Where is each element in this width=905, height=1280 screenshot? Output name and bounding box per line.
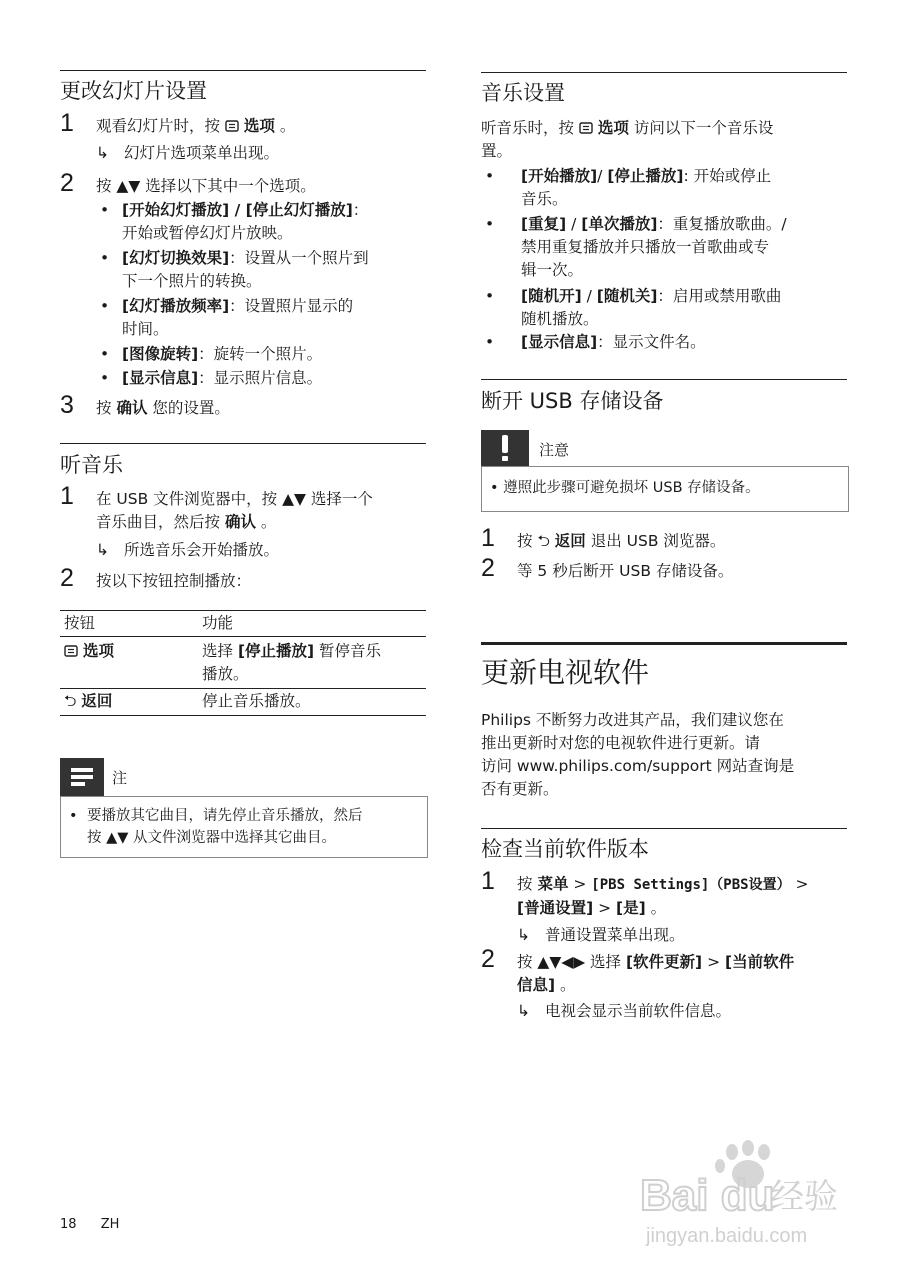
table-header-cell: 功能 xyxy=(202,614,234,632)
current-info-label-2: 信息] xyxy=(517,976,556,994)
paw-icon xyxy=(640,1140,860,1250)
step-1-result xyxy=(96,538,279,560)
bullet-bold: [显示信息] xyxy=(521,333,598,351)
slideshow-section xyxy=(60,70,426,419)
intro-text xyxy=(481,117,847,163)
step-text: 按 ▲▼◀▶ 选择 xyxy=(517,953,626,971)
bullet-text: ：设置从一个照片到 xyxy=(229,249,369,267)
step-sep-2: > xyxy=(790,875,809,893)
step-text: 等 5 秒后断开 USB 存储设备。 xyxy=(517,562,734,580)
bullet-text: ：显示照片信息。 xyxy=(198,369,323,387)
step-sep: > xyxy=(568,875,592,893)
bullet-bold: [开始幻灯播放] / [停止幻灯播放] xyxy=(122,201,353,219)
note-body: • 要播放其它曲目，请先停止音乐播放，然后 按 ▲▼ 从文件浏览器中选择其它曲目。 xyxy=(60,796,428,858)
table-cell-func-bold: [停止播放] xyxy=(237,642,315,660)
update-software-section xyxy=(481,642,847,798)
chapter-title: 更新电视软件 xyxy=(481,656,650,689)
back-icon: ⮌ xyxy=(537,532,550,550)
note-text-2: 按 ▲▼ 从文件浏览器中选择其它曲目。 xyxy=(87,830,337,846)
bullet-item: • [重复] / [单次播放]：重复播放歌曲。/ 禁用重复播放并只播放一首歌曲或专 辑一次。 xyxy=(485,215,787,279)
section-title: 音乐设置 xyxy=(481,81,565,105)
step-number: 2 xyxy=(481,945,495,973)
step-text: 按 xyxy=(96,399,117,417)
result-text: 电视会显示当前软件信息。 xyxy=(545,1002,732,1020)
step-number: 2 xyxy=(481,554,495,582)
bullet-bold: [重复] xyxy=(521,215,567,233)
bullet-item: • [幻灯切换效果]：设置从一个照片到 下一个照片的转换。 xyxy=(100,249,369,290)
step-number: 2 xyxy=(60,564,74,592)
result-text: 所选音乐会开始播放。 xyxy=(124,541,280,559)
bullet-bold-2: [停止播放] xyxy=(607,167,684,185)
update-paragraph xyxy=(481,709,847,801)
options-icon xyxy=(225,120,239,132)
table-row xyxy=(60,688,426,716)
section-title: 听音乐 xyxy=(60,453,123,477)
para-line: Philips 不断努力改进其产品，我们建议您在 xyxy=(481,711,784,729)
bullet-text-2: 禁用重复播放并只播放一首歌曲或专 xyxy=(521,238,770,256)
step-text-end: 。 xyxy=(555,976,576,994)
page-number: 18 xyxy=(60,1217,77,1232)
bullet-text: ：设置照片显示的 xyxy=(229,297,354,315)
step-number: 1 xyxy=(481,867,495,895)
table-cell-button: 选项 xyxy=(82,642,114,660)
bullet-bold-2: [随机关] xyxy=(596,287,658,305)
step-number: 1 xyxy=(481,524,495,552)
bullet-item: • [显示信息]：显示文件名。 xyxy=(485,333,706,351)
step-text: 按以下按钮控制播放： xyxy=(96,572,252,590)
step-1-result xyxy=(517,923,685,945)
table-header-cell: 按钮 xyxy=(64,614,96,632)
bullet-text-2: 随机播放。 xyxy=(521,310,599,328)
step-text: 按 ▲▼ 选择以下其中一个选项。 xyxy=(96,177,316,195)
step-text-end: 您的设置。 xyxy=(147,399,230,417)
options-icon xyxy=(64,645,78,657)
check-version-section xyxy=(481,828,847,1020)
table-header xyxy=(60,610,426,636)
bullet-bold: [显示信息] xyxy=(122,369,199,387)
step-number: 2 xyxy=(60,169,74,197)
table-cell-func: 选择 xyxy=(202,642,238,660)
bullet-text: ：旋转一个照片。 xyxy=(198,345,323,363)
bullet-bold-2: [单次播放] xyxy=(581,215,658,233)
section-title: 更改幻灯片设置 xyxy=(60,79,207,103)
result-arrow-icon: ↳ xyxy=(96,541,109,559)
back-label: 返回 xyxy=(554,532,586,550)
playback-table xyxy=(60,610,426,716)
bullet-bold: [幻灯切换效果] xyxy=(122,249,230,267)
note-icon xyxy=(60,758,104,796)
para-line: 否有更新。 xyxy=(481,780,559,798)
bullet-text-2: 下一个照片的转换。 xyxy=(122,272,262,290)
section-title: 断开 USB 存储设备 xyxy=(481,389,664,413)
bullet-item: • [幻灯播放频率]：设置照片显示的 时间。 xyxy=(100,297,354,338)
svg-text:Bai du: Bai du xyxy=(640,1171,775,1220)
bullet-text: ：启用或禁用歌曲 xyxy=(657,287,782,305)
bullet-bold: [随机开] xyxy=(521,287,582,305)
caution-body: • 遵照此步骤可避免损坏 USB 存储设备。 xyxy=(481,466,849,512)
page-footer xyxy=(60,1217,119,1232)
table-row xyxy=(60,636,426,688)
svg-text:jingyan.baidu.com: jingyan.baidu.com xyxy=(646,1225,808,1247)
step-text: 在 USB 文件浏览器中，按 ▲▼ 选择一个 xyxy=(96,490,373,508)
para-line: 推出更新时对您的电视软件进行更新。请 xyxy=(481,734,761,752)
table-cell-button: 返回 xyxy=(81,692,113,710)
general-settings-label: [普通设置] xyxy=(517,899,594,917)
confirm-label: 确认 xyxy=(116,399,148,417)
step-number: 1 xyxy=(60,109,74,137)
section-title: 检查当前软件版本 xyxy=(481,837,649,861)
menu-label: 菜单 xyxy=(537,875,569,893)
confirm-label: 确认 xyxy=(224,513,256,531)
music-settings-section xyxy=(481,72,847,351)
language-code: ZH xyxy=(100,1217,120,1232)
note-label: 注 xyxy=(112,769,128,787)
bullet-text: ：重复播放歌曲。/ xyxy=(657,215,787,233)
caution-text: 遵照此步骤可避免损坏 USB 存储设备。 xyxy=(503,480,760,496)
step-2-result xyxy=(517,999,731,1021)
svg-text:经验: 经验 xyxy=(770,1177,838,1217)
step-text-end: 。 xyxy=(274,117,296,135)
step-number: 1 xyxy=(60,482,74,510)
intro-text-a: 听音乐时，按 xyxy=(481,119,579,137)
step-number: 3 xyxy=(60,391,74,419)
step-text: 按 xyxy=(517,532,538,550)
bullet-item: • [随机开] / [随机关]：启用或禁用歌曲 随机播放。 xyxy=(485,287,782,328)
options-icon xyxy=(579,122,593,134)
bullet-sep: / xyxy=(581,287,597,305)
options-label: 选项 xyxy=(243,117,275,135)
baidu-watermark xyxy=(640,1140,860,1250)
bullet-text-2: 时间。 xyxy=(122,320,169,338)
bullet-bold: [幻灯播放频率] xyxy=(122,297,230,315)
result-text: 幻灯片选项菜单出现。 xyxy=(124,144,280,162)
yes-label: [是] xyxy=(616,899,646,917)
bullet-item: • [图像旋转]：旋转一个照片。 xyxy=(100,345,323,363)
disconnect-usb-section xyxy=(481,379,847,582)
bullet-sep: / xyxy=(566,215,582,233)
result-arrow-icon: ↳ xyxy=(96,144,109,162)
table-cell-func-2: 播放。 xyxy=(202,665,249,683)
software-update-label: [软件更新] xyxy=(625,953,703,971)
result-arrow-icon: ↳ xyxy=(517,926,530,944)
pbs-settings-label: [PBS Settings]（PBS设置） xyxy=(591,877,791,893)
table-cell-func-end: 暂停音乐 xyxy=(314,642,382,660)
para-line: 访问 www.philips.com/support 网站查询是 xyxy=(481,757,795,775)
step-text: 按 xyxy=(517,875,538,893)
bullet-text-3: 辑一次。 xyxy=(521,261,584,279)
listen-music-section xyxy=(60,443,426,846)
note-text: 要播放其它曲目，请先停止音乐播放，然后 xyxy=(87,808,363,824)
step-1-result xyxy=(96,141,279,163)
table-cell-func: 停止音乐播放。 xyxy=(202,692,311,710)
result-text: 普通设置菜单出现。 xyxy=(545,926,685,944)
step-sep-3: > xyxy=(593,899,617,917)
step-text-end: 。 xyxy=(255,513,277,531)
bullet-sep: / xyxy=(597,167,608,185)
options-label: 选项 xyxy=(597,119,629,137)
bullet-text-2: 音乐。 xyxy=(521,190,568,208)
step-text-end: 退出 USB 浏览器。 xyxy=(585,532,726,550)
caution-icon xyxy=(481,430,529,466)
step-sep: > xyxy=(702,953,725,971)
back-icon: ⮌ xyxy=(64,692,77,710)
step-text-end: 。 xyxy=(645,899,667,917)
result-arrow-icon: ↳ xyxy=(517,1002,530,1020)
step-text: 观看幻灯片时，按 xyxy=(96,117,225,135)
intro-text-c: 访问以下一个音乐设 xyxy=(628,119,774,137)
intro-text-2: 置。 xyxy=(481,142,513,160)
bullet-text: ： xyxy=(352,201,369,219)
bullet-bold: [开始播放] xyxy=(521,167,598,185)
bullet-item: • [开始幻灯播放] / [停止幻灯播放]： 开始或暂停幻灯片放映。 xyxy=(100,201,369,242)
bullet-bold: [图像旋转] xyxy=(122,345,199,363)
bullet-item: • [显示信息]：显示照片信息。 xyxy=(100,369,323,387)
caution-label: 注意 xyxy=(539,441,570,459)
bullet-text: : 开始或停止 xyxy=(683,167,772,185)
step-text-2: 音乐曲目，然后按 xyxy=(96,513,225,531)
bullet-text: ：显示文件名。 xyxy=(597,333,706,351)
current-info-label: [当前软件 xyxy=(724,953,795,971)
bullet-item: • [开始播放]/ [停止播放]: 开始或停止 音乐。 xyxy=(485,167,772,208)
bullet-text-2: 开始或暂停幻灯片放映。 xyxy=(122,224,293,242)
